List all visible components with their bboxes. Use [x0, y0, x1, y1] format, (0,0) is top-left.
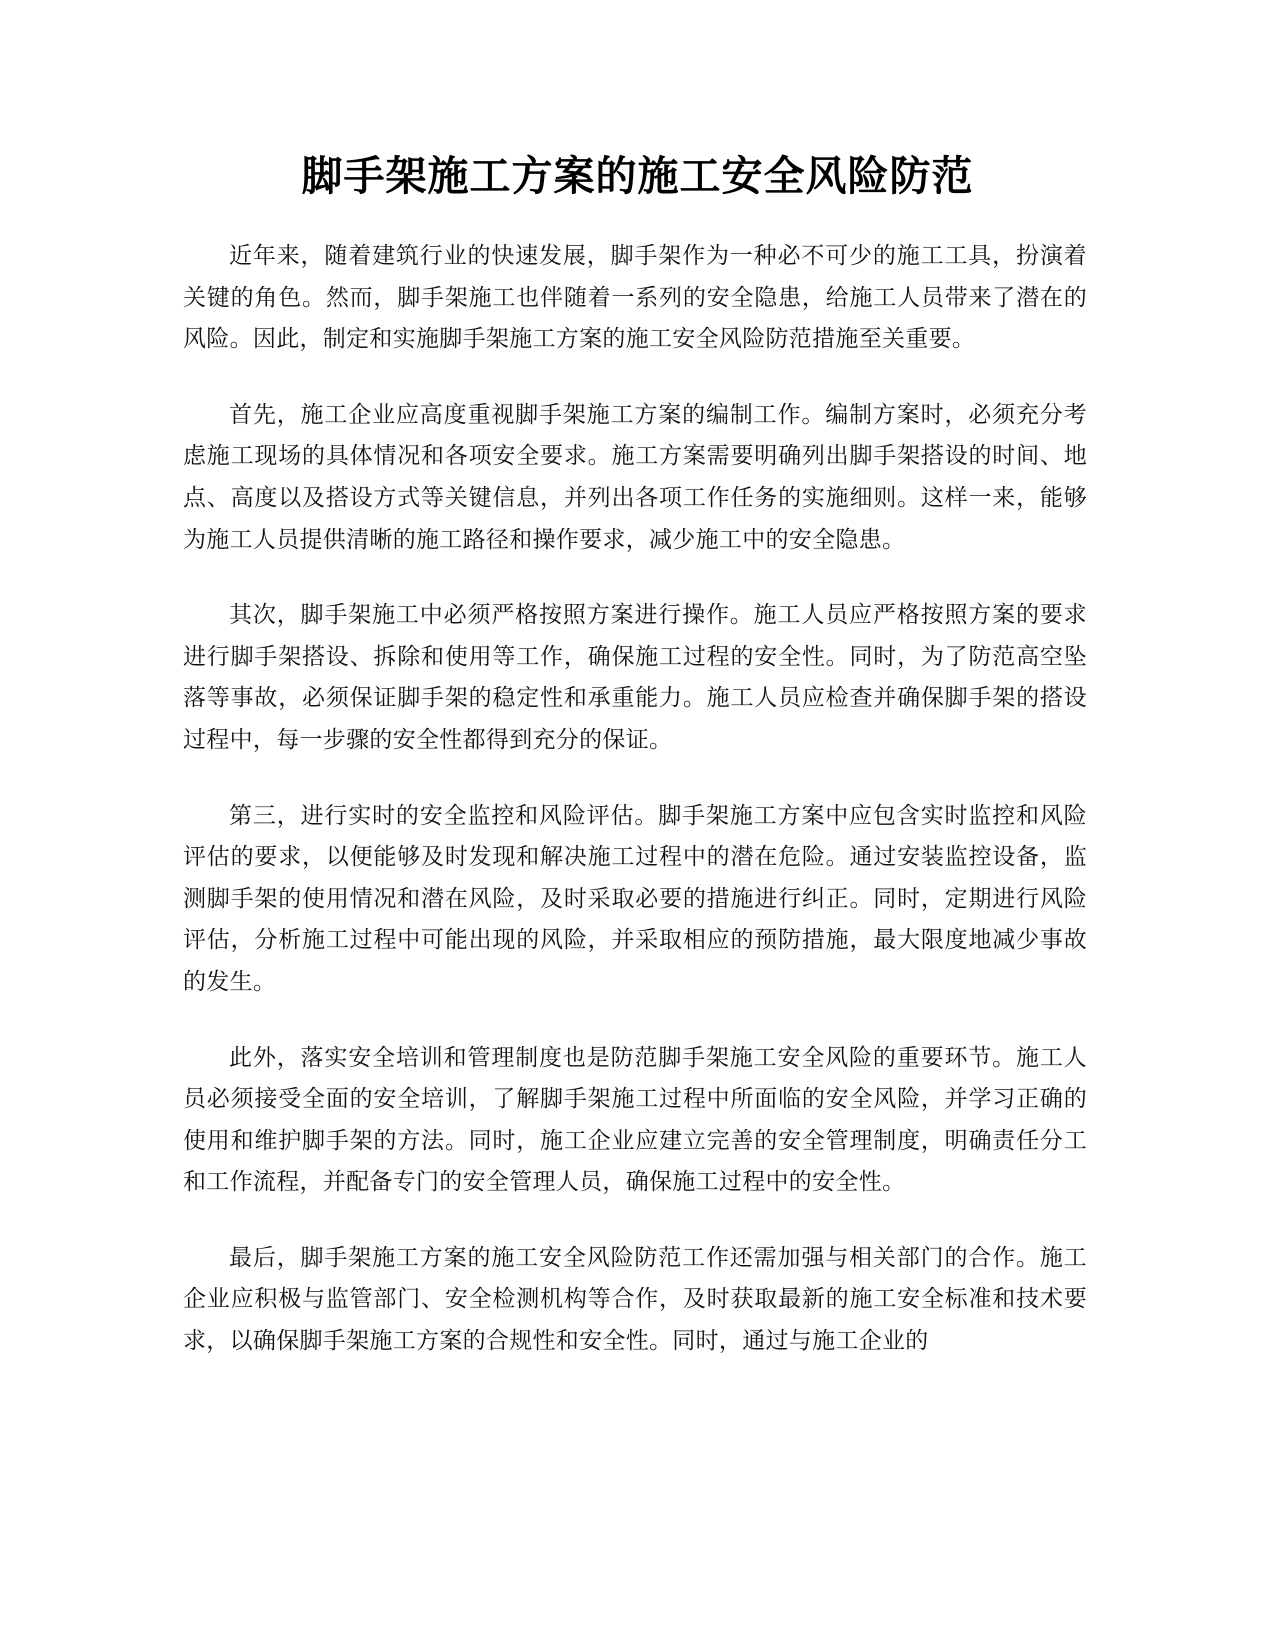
paragraph-third: 第三，进行实时的安全监控和风险评估。脚手架施工方案中应包含实时监控和风险评估的要求，以便能够及时发现和解决施工过程中的潜在危险。通过安装监控设备，监测脚手架的使用情况和潜在风险，及时采取必要的措施进行纠正。同时，定期进行风险评估，分析施工过程中可能出现的风险，并采取相应的预防措施，最大限度地减少事故的发生。 [183, 802, 1087, 995]
paragraph-second: 其次，脚手架施工中必须严格按照方案进行操作。施工人员应严格按照方案的要求进行脚手架搭设、拆除和使用等工作，确保施工过程的安全性。同时，为了防范高空坠落等事故，必须保证脚手架的稳定性和承重能力。施工人员应检查并确保脚手架的搭设过程中，每一步骤的安全性都得到充分的保证。 [183, 602, 1087, 753]
paragraph-intro: 近年来，随着建筑行业的快速发展，脚手架作为一种必不可少的施工工具，扮演着关键的角色。然而，脚手架施工也伴随着一系列的安全隐患，给施工人员带来了潜在的风险。因此，制定和实施脚手架施工方案的施工安全风险防范措施至关重要。 [183, 243, 1087, 353]
paragraph-first: 首先，施工企业应高度重视脚手架施工方案的编制工作。编制方案时，必须充分考虑施工现场的具体情况和各项安全要求。施工方案需要明确列出脚手架搭设的时间、地点、高度以及搭设方式等关键信息，并列出各项工作任务的实施细则。这样一来，能够为施工人员提供清晰的施工路径和操作要求，减少施工中的安全隐患。 [183, 401, 1087, 553]
document-body [183, 236, 1087, 1397]
paragraph-besides: 此外，落实安全培训和管理制度也是防范脚手架施工安全风险的重要环节。施工人员必须接受全面的安全培训，了解脚手架施工过程中所面临的安全风险，并学习正确的使用和维护脚手架的方法。同时，施工企业应建立完善的安全管理制度，明确责任分工和工作流程，并配备专门的安全管理人员，确保施工过程中的安全性。 [183, 1044, 1087, 1196]
paragraph-finally: 最后，脚手架施工方案的施工安全风险防范工作还需加强与相关部门的合作。施工企业应积极与监管部门、安全检测机构等合作，及时获取最新的施工安全标准和技术要求，以确保脚手架施工方案的合规性和安全性。同时，通过与施工企业的 [183, 1244, 1087, 1355]
document-title: 脚手架施工方案的施工安全风险防范 [301, 152, 974, 200]
